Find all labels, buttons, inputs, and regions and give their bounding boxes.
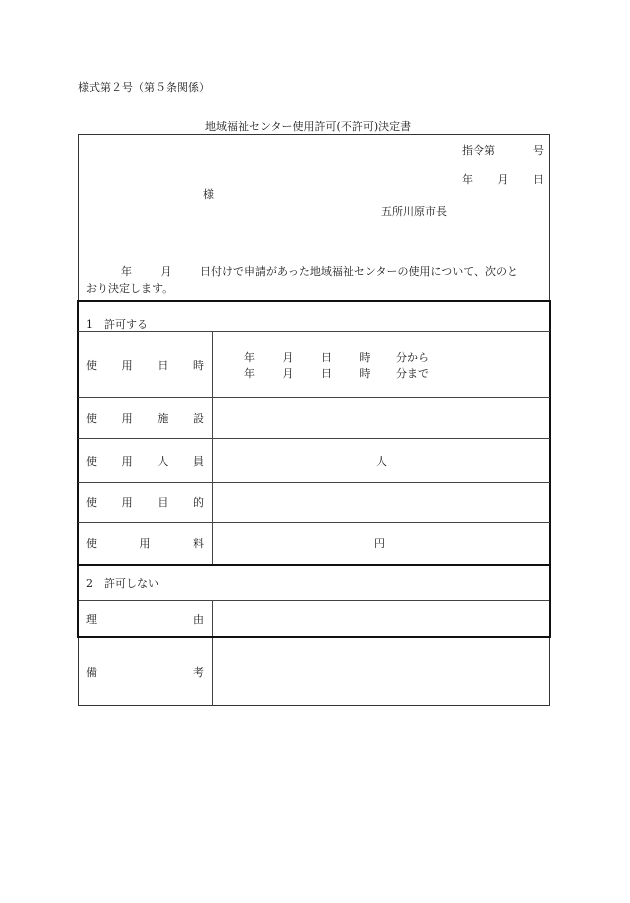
day-label: 日 [533, 173, 544, 186]
dt-year: 年 [244, 367, 255, 380]
label-char: 員 [192, 455, 204, 468]
label-facility [86, 413, 204, 424]
label-char: 用 [121, 359, 133, 372]
section1-left-border [77, 300, 79, 566]
label-char: 人 [157, 455, 169, 468]
section1-right-border [549, 300, 551, 566]
month-label: 月 [497, 173, 509, 186]
row-divider [78, 600, 550, 601]
reference-suffix: 号 [533, 144, 544, 157]
dt-hour: 時 [359, 351, 371, 364]
label-remarks [86, 667, 204, 678]
label-char: 理 [86, 613, 97, 626]
label-char: 考 [193, 666, 204, 679]
section1-top-border [77, 300, 551, 302]
body-year-label: 年 [121, 265, 132, 278]
headcount-unit: 人 [376, 455, 387, 468]
section-permit-heading: 1 許可する [86, 318, 148, 331]
section2-right-border [549, 564, 551, 638]
label-char: 設 [192, 412, 204, 425]
section-deny-heading: 2 許可しない [86, 577, 159, 590]
label-char: 用 [121, 412, 133, 425]
datetime-to [244, 368, 429, 379]
dt-minute: 分から [396, 351, 429, 364]
issuer-name: 五所川原市長 [381, 205, 447, 218]
form-number: 様式第２号（第５条関係） [78, 81, 210, 94]
label-headcount [86, 456, 204, 467]
label-column-divider [212, 331, 213, 706]
label-char: 時 [192, 359, 204, 372]
addressee-suffix: 様 [203, 188, 214, 201]
label-usage-datetime [86, 360, 204, 371]
label-char: 料 [193, 537, 204, 550]
label-char: 目 [157, 496, 169, 509]
label-char: 使 [86, 496, 97, 509]
year-label: 年 [462, 173, 473, 186]
label-char: 施 [157, 412, 169, 425]
dt-day: 日 [321, 367, 332, 380]
dt-year: 年 [244, 351, 255, 364]
section2-left-border [77, 564, 79, 638]
label-char: 備 [86, 666, 97, 679]
dt-month: 月 [282, 351, 294, 364]
section2-bottom-border [77, 636, 551, 638]
dt-day: 日 [321, 351, 332, 364]
datetime-from [244, 352, 429, 363]
row-divider [78, 522, 550, 523]
reference-number [462, 145, 544, 156]
label-purpose [86, 497, 204, 508]
dt-minute: 分まで [396, 367, 429, 380]
row-divider [78, 397, 550, 398]
label-char: 使 [86, 412, 97, 425]
label-char: 使 [86, 537, 97, 550]
label-fee [86, 538, 204, 549]
label-char: 日 [157, 359, 169, 372]
label-char: 用 [121, 496, 133, 509]
body-text-rest: 日付けで申請があった地域福祉センターの使用について、次のと [200, 265, 519, 278]
body-text-line1 [121, 266, 518, 277]
label-char: 用 [121, 455, 133, 468]
document-title: 地域福祉センター使用許可(不許可)決定書 [205, 120, 412, 133]
row-divider [78, 331, 550, 332]
dt-hour: 時 [359, 367, 371, 380]
label-char: 的 [192, 496, 204, 509]
label-reason [86, 614, 204, 625]
fee-unit: 円 [374, 537, 385, 550]
label-char: 由 [193, 613, 204, 626]
reference-prefix: 指令第 [462, 144, 495, 157]
dt-month: 月 [282, 367, 294, 380]
body-month-label: 月 [160, 265, 172, 278]
label-char: 使 [86, 455, 97, 468]
body-text-line2: おり決定します。 [86, 282, 174, 295]
row-divider [78, 482, 550, 483]
label-char: 使 [86, 359, 97, 372]
label-char: 用 [139, 537, 151, 550]
row-divider [78, 438, 550, 439]
issue-date [462, 174, 544, 185]
